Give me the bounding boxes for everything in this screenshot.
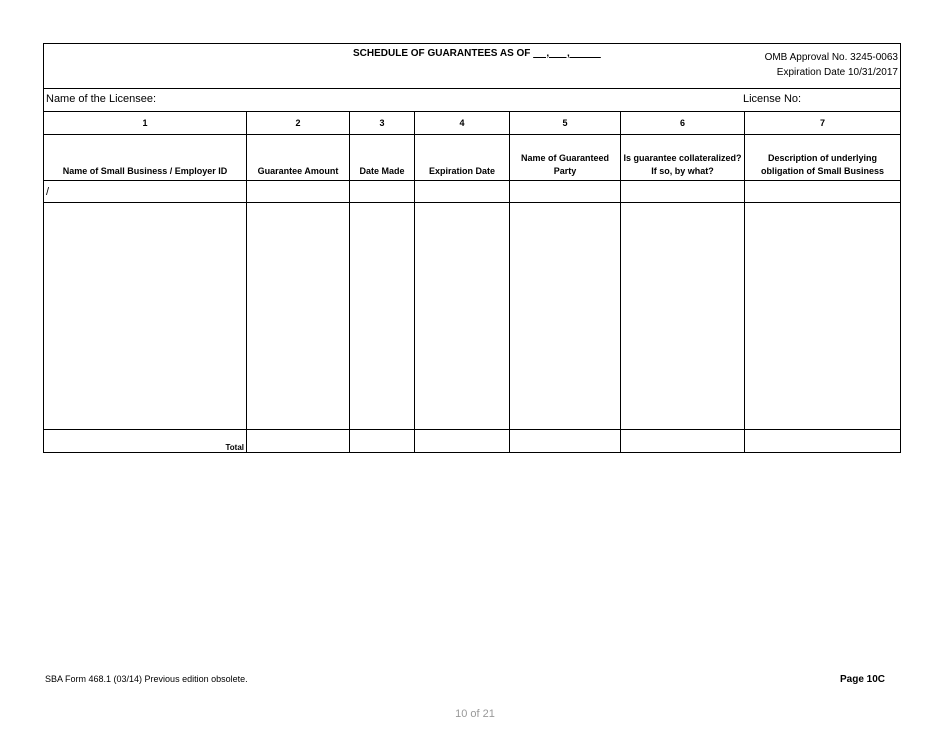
total-row xyxy=(44,430,901,453)
blank-cell[interactable] xyxy=(510,203,621,430)
entry-cell[interactable] xyxy=(745,181,901,203)
date-blank: __, __, ____ xyxy=(533,48,601,59)
column-header: Name of Guaranteed Party xyxy=(510,135,621,181)
total-cell[interactable] xyxy=(415,430,510,453)
column-number-row xyxy=(44,112,901,135)
col-num: 5 xyxy=(510,112,621,135)
guarantees-table xyxy=(43,111,901,453)
column-header: Expiration Date xyxy=(415,135,510,181)
blank-cell[interactable] xyxy=(621,203,745,430)
blank-cell[interactable] xyxy=(745,203,901,430)
column-header: Name of Small Business / Employer ID xyxy=(44,135,247,181)
omb-approval: OMB Approval No. 3245-0063 xyxy=(764,52,898,63)
col-num: 2 xyxy=(247,112,350,135)
column-header: Description of underlying obligation of Small Business xyxy=(745,135,901,181)
entry-cell[interactable]: / xyxy=(44,181,247,203)
total-cell[interactable] xyxy=(621,430,745,453)
page-indicator: 10 of 21 xyxy=(455,708,495,720)
expiration-date: Expiration Date 10/31/2017 xyxy=(776,67,898,78)
blank-cell[interactable] xyxy=(247,203,350,430)
blank-cell[interactable] xyxy=(415,203,510,430)
blank-cell[interactable] xyxy=(44,203,247,430)
column-header: Is guarantee collateralized? If so, by what? xyxy=(621,135,745,181)
column-header: Guarantee Amount xyxy=(247,135,350,181)
entry-cell[interactable] xyxy=(350,181,415,203)
entry-cell[interactable] xyxy=(510,181,621,203)
total-cell[interactable] xyxy=(745,430,901,453)
omb-info xyxy=(765,50,898,80)
form-title xyxy=(353,48,601,59)
col-num: 7 xyxy=(745,112,901,135)
entry-cell[interactable] xyxy=(415,181,510,203)
total-cell[interactable] xyxy=(247,430,350,453)
total-cell[interactable] xyxy=(510,430,621,453)
column-header: Date Made xyxy=(350,135,415,181)
total-cell[interactable] xyxy=(350,430,415,453)
blank-cell[interactable] xyxy=(350,203,415,430)
col-num: 4 xyxy=(415,112,510,135)
total-label: Total xyxy=(44,430,247,453)
entry-cell[interactable] xyxy=(247,181,350,203)
entry-cell[interactable] xyxy=(621,181,745,203)
license-no-label: License No: xyxy=(743,93,802,105)
form-footer: SBA Form 468.1 (03/14) Previous edition obsolete. xyxy=(45,674,248,684)
column-header-row xyxy=(44,135,901,181)
page-label: Page 10C xyxy=(840,674,886,685)
col-num: 3 xyxy=(350,112,415,135)
col-num: 1 xyxy=(44,112,247,135)
title-text: SCHEDULE OF GUARANTEES AS OF xyxy=(353,48,531,59)
blank-row xyxy=(44,203,901,430)
licensee-label: Name of the Licensee: xyxy=(46,93,157,105)
col-num: 6 xyxy=(621,112,745,135)
table-row xyxy=(44,181,901,203)
